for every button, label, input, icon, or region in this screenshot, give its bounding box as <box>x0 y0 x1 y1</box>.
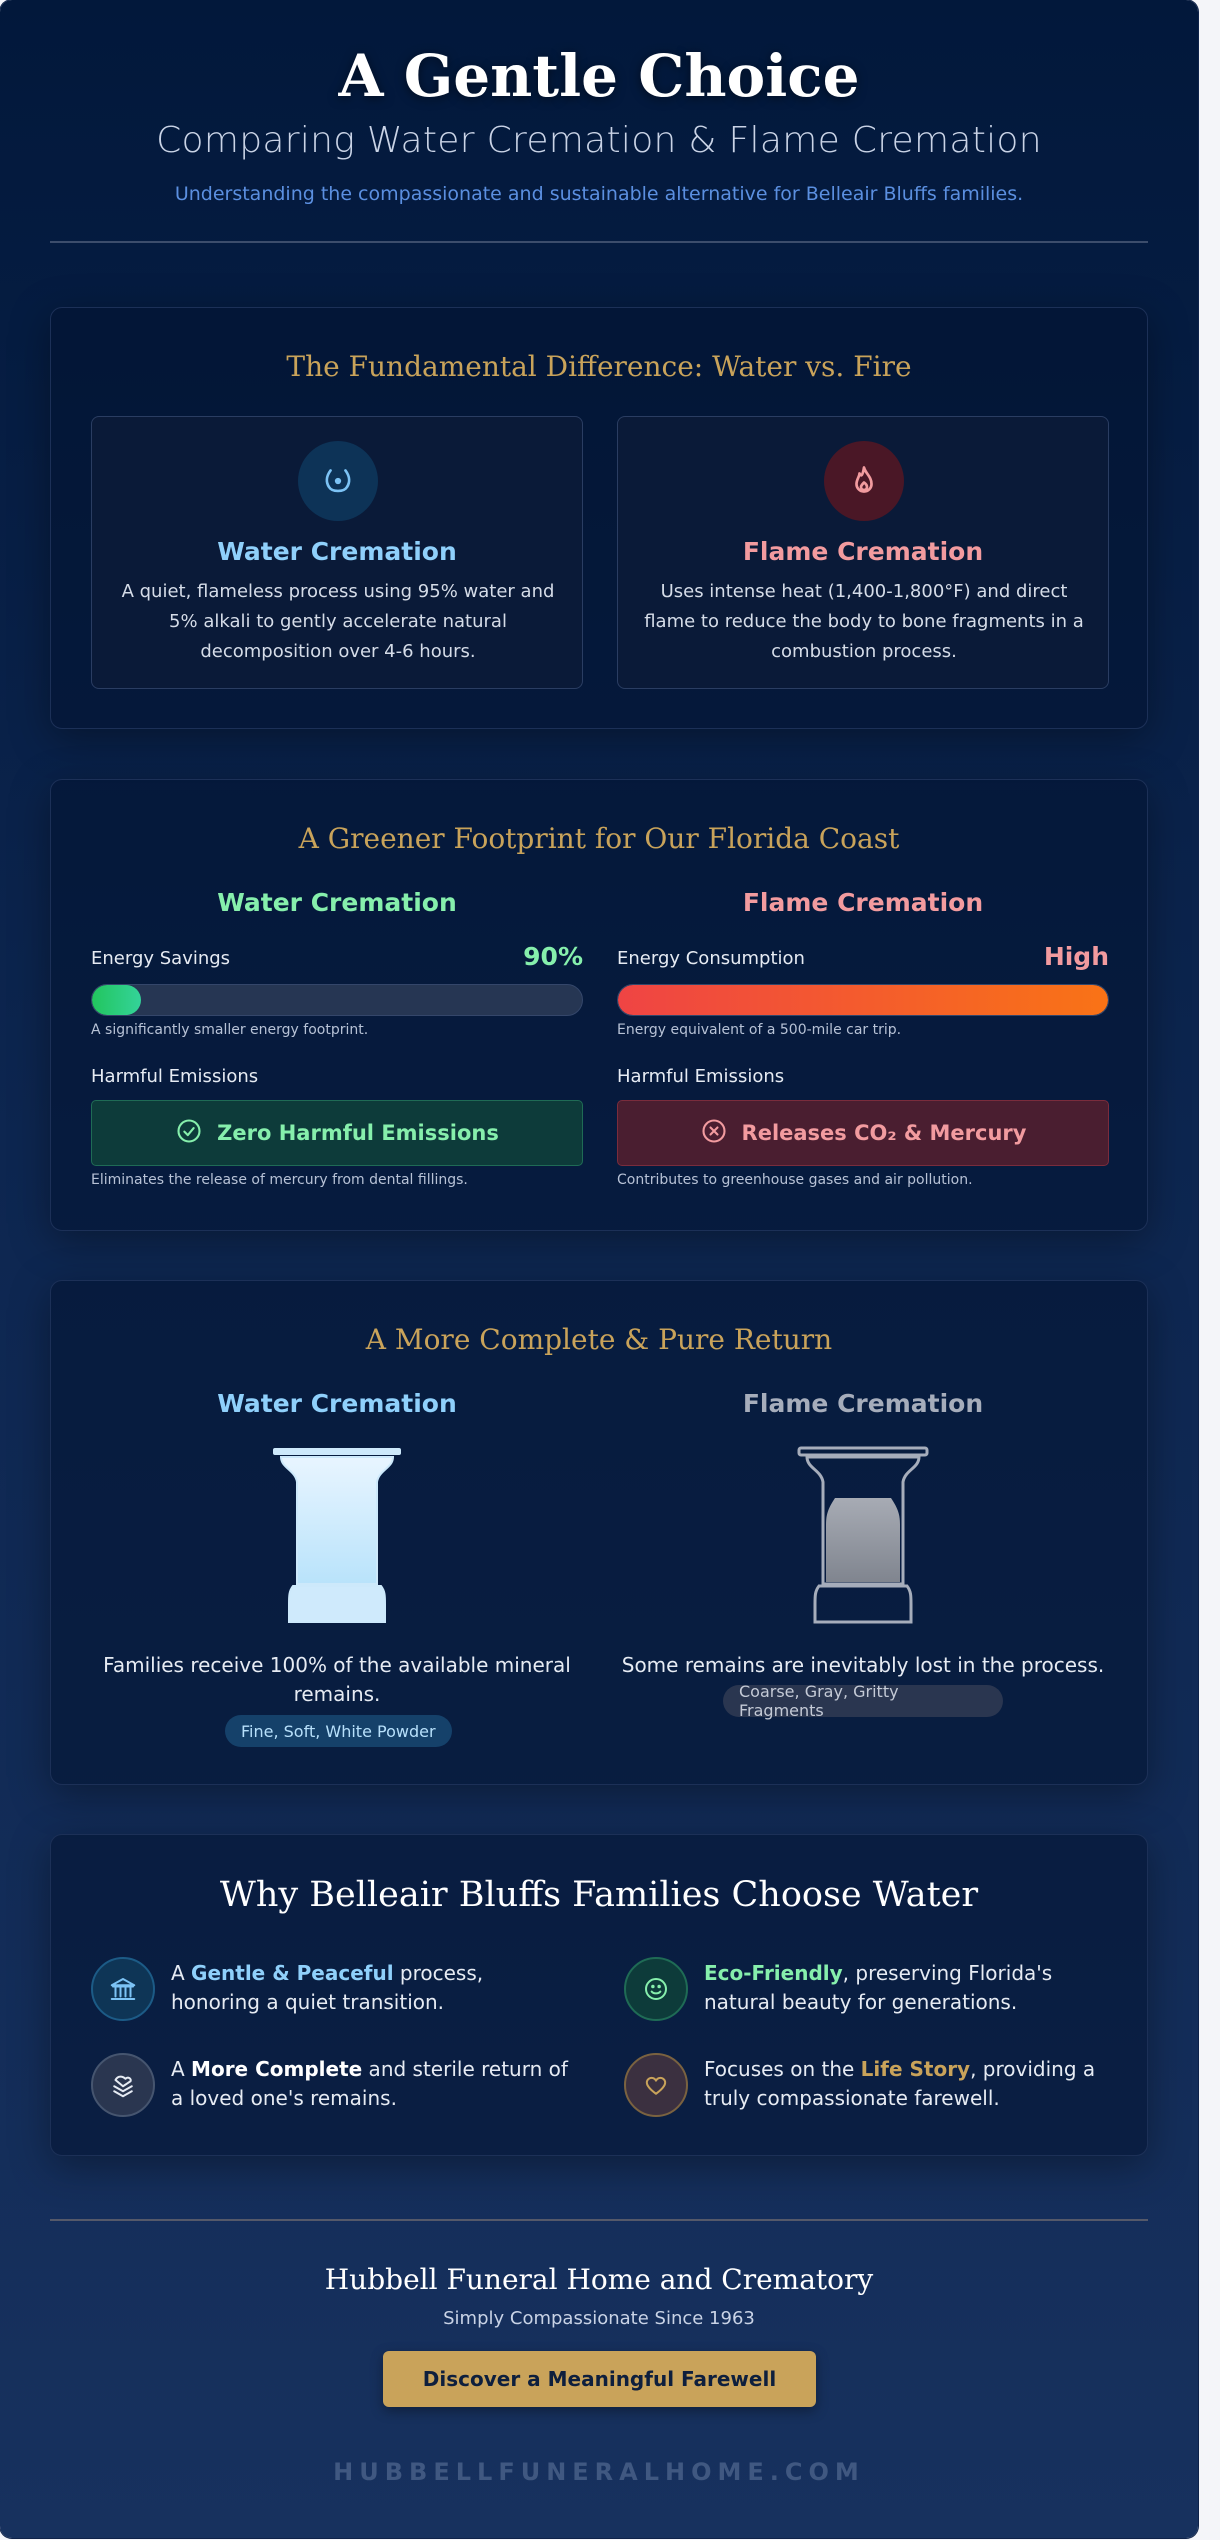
page-tagline: Understanding the compassionate and sustainable alternative for Belleair Bluffs families. <box>174 183 1024 205</box>
footer-divider <box>50 2219 1148 2221</box>
reason-highlight: Gentle & Peaceful <box>191 1961 394 1985</box>
water-remains-text: Families receive 100% of the available mineral remains. <box>103 1653 571 1706</box>
energy-consumption-note: Energy equivalent of a 500-mile car trip. <box>617 1022 902 1038</box>
reason-text-post: and sterile return of a loved one's remains. <box>171 2057 568 2110</box>
flame-remains-text: Some remains are inevitably lost in the process. <box>621 1653 1105 1677</box>
heart-icon <box>624 2053 688 2117</box>
reason-text-pre: Focuses on the <box>704 2057 861 2081</box>
energy-consumption-bar-fill <box>618 985 1108 1015</box>
flame-footprint-heading: Flame Cremation <box>742 888 984 917</box>
page-title: A Gentle Choice <box>338 42 860 110</box>
page-subtitle: Comparing Water Cremation & Flame Cremation <box>156 120 1042 161</box>
temple-icon <box>91 1957 155 2021</box>
releases-emissions-badge <box>617 1100 1109 1166</box>
difference-title: The Fundamental Difference: Water vs. Fire <box>286 350 912 383</box>
energy-savings-label: Energy Savings <box>91 948 231 969</box>
water-emissions-label: Harmful Emissions <box>91 1066 259 1087</box>
fire-icon <box>824 441 904 521</box>
reason-gentle-peaceful <box>171 1959 571 2017</box>
reason-text-pre: A <box>171 1961 192 1985</box>
check-circle-icon <box>175 1117 203 1150</box>
reason-highlight: Eco-Friendly <box>704 1961 843 1985</box>
reason-text-post: , providing a truly compassionate farewell. <box>704 2057 1096 2110</box>
reason-more-complete <box>171 2055 571 2113</box>
website-url[interactable]: HUBBELLFUNERALHOME.COM <box>333 2458 865 2486</box>
energy-consumption-bar <box>617 984 1109 1016</box>
difference-card <box>50 307 1148 729</box>
layers-icon <box>91 2053 155 2117</box>
reason-life-story <box>704 2055 1104 2113</box>
return-card <box>50 1280 1148 1785</box>
water-cremation-heading: Water Cremation <box>217 537 457 566</box>
energy-savings-note: A significantly smaller energy footprint. <box>91 1022 369 1038</box>
funeral-home-name: Hubbell Funeral Home and Crematory <box>324 2263 874 2296</box>
energy-savings-value: 90% <box>523 942 583 971</box>
water-footprint-heading: Water Cremation <box>217 888 457 917</box>
flame-cremation-description: Uses intense heat (1,400-1,800°F) and direct flame to reduce the body to bone fragments in a combustion process. <box>644 581 1084 662</box>
energy-consumption-value: High <box>1043 942 1109 971</box>
zero-emissions-text: Zero Harmful Emissions <box>217 1121 499 1145</box>
reason-text-post: process, honoring a quiet transition. <box>171 1961 484 2014</box>
releases-emissions-text: Releases CO₂ & Mercury <box>741 1121 1027 1145</box>
water-difference-box <box>91 416 583 689</box>
partial-urn-icon <box>797 1446 929 1626</box>
reason-eco-friendly <box>704 1959 1104 2017</box>
fine-powder-badge: Fine, Soft, White Powder <box>225 1715 452 1747</box>
reason-highlight: Life Story <box>860 2057 971 2081</box>
funeral-home-since: Simply Compassionate Since 1963 <box>443 2308 755 2329</box>
reason-highlight: More Complete <box>191 2057 363 2081</box>
reason-text-post: , preserving Florida's natural beauty for generations. <box>704 1961 1053 2014</box>
full-urn-icon <box>271 1446 403 1626</box>
flame-difference-box <box>617 416 1109 689</box>
energy-consumption-label: Energy Consumption <box>617 948 805 969</box>
return-title: A More Complete & Pure Return <box>365 1323 833 1356</box>
water-emissions-note: Eliminates the release of mercury from dental fillings. <box>91 1172 468 1188</box>
footprint-title: A Greener Footprint for Our Florida Coast <box>298 822 900 855</box>
reason-text-pre: A <box>171 2057 192 2081</box>
water-cremation-description: A quiet, flameless process using 95% water and 5% alkali to gently accelerate natural decomposition over 4-6 hours. <box>121 581 555 662</box>
header-divider <box>50 241 1148 243</box>
energy-savings-bar <box>91 984 583 1016</box>
coarse-fragments-badge: Coarse, Gray, Gritty Fragments <box>723 1685 1003 1717</box>
zero-emissions-badge <box>91 1100 583 1166</box>
discover-farewell-button[interactable]: Discover a Meaningful Farewell <box>383 2351 816 2407</box>
smile-icon <box>624 1957 688 2021</box>
why-card <box>50 1834 1148 2156</box>
water-drop-icon <box>298 441 378 521</box>
water-return-heading: Water Cremation <box>217 1389 457 1418</box>
flame-cremation-heading: Flame Cremation <box>742 537 984 566</box>
flame-return-heading: Flame Cremation <box>742 1389 984 1418</box>
why-title: Why Belleair Bluffs Families Choose Water <box>219 1875 979 1915</box>
energy-savings-bar-fill <box>92 985 141 1015</box>
footprint-card <box>50 779 1148 1231</box>
x-circle-icon <box>700 1117 728 1150</box>
flame-emissions-note: Contributes to greenhouse gases and air pollution. <box>617 1172 973 1188</box>
flame-emissions-label: Harmful Emissions <box>617 1066 785 1087</box>
